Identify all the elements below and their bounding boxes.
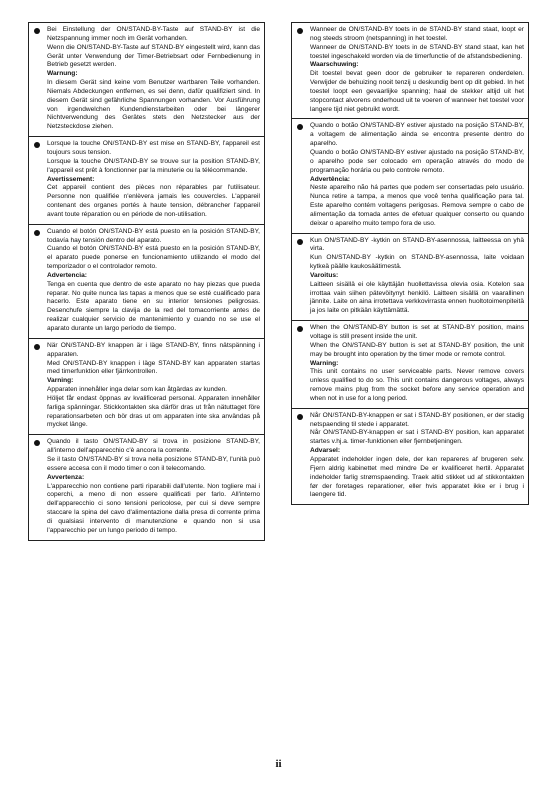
notice-intro: Når ON/STAND-BY-knappen er sat i STAND-BY positionen, er der stadig netspaending til stede i apparatet. Når ON/STAND-BY-knappen er sat i STAND-BY position, kan apparatet startes v.hj.a. timer-funktionen eller fjernbetjeningen. <box>310 411 524 446</box>
bullet-icon <box>297 28 303 34</box>
warning-heading: Advertência: <box>310 175 350 183</box>
warning-heading: Advertencia: <box>47 271 87 279</box>
notice-fr <box>28 136 265 224</box>
notice-nl <box>291 22 529 118</box>
notice-intro: Quando il tasto ON/STAND-BY si trova in posizione STAND-BY, all'interno dell'apparecchio c'è ancora la corrente. Se il tasto ON/STAND-BY si trova nella posizione STAND-BY, l'unità può essere accesa con il modo timer o con il telecomando. <box>47 438 260 472</box>
bullet-icon <box>34 344 40 350</box>
bullet-icon <box>34 440 40 446</box>
notice-es <box>28 224 265 338</box>
notice-intro: When the ON/STAND-BY button is set at STAND-BY position, mains voltage is still present inside the unit. When the ON/STAND-BY button is set at STAND-BY position, the unit may be brought into operation by the timer mode or remote control. <box>310 324 524 358</box>
left-column <box>28 22 265 541</box>
warning-text: L'apparecchio non contiene parti riparabili dall'utente. Non togliere mai i coperchi, a meno di non essere qualificati per farlo. All'interno dell'apparecchio ci sono tensioni pericolose, per cui si deve sempre staccare la spina del cavo d'alimentazione dalla presa di corrente prima di qualsiasi intervento di manutenzione e quando non si usa l'apparecchio per un lungo periodo di tempo. <box>47 482 260 534</box>
warning-text: Neste aparelho não há partes que podem ser consertadas pelo usuário. Nunca retire a tampa, a menos que você tenha qualificação para tal. Este aparelho contém voltagens perigosas. Remova sempre o cabo de alimentação da tomada antes de efetuar qualquer conserto ou quando deixar o aparelho muito tempo fora de uso. <box>310 184 524 227</box>
warning-text: Apparatet indeholder ingen dele, der kan repareres af brugeren selv. Fjern aldrig kabinettet med mindre De er kvalificeret hertil. Apparatet indeholder farlig strømspaending. Traek altid stikket ud af stikkontakten før der foretages reparationer, eller hvis apparatet ikke er i brug i laengere tid. <box>310 455 524 499</box>
bullet-icon <box>34 28 40 34</box>
notice-intro: Kun ON/STAND-BY -kytkin on STAND-BY-asennossa, laitteessa on yhä virta. Kun ON/STAND-BY -kytkin on STAND-BY-asennossa, laite voidaan kytkeä päälle kaukosäätimestä. <box>310 236 524 271</box>
warning-heading: Waarschuwing: <box>310 61 359 69</box>
warning-text: Laitteen sisällä ei ole käyttäjän huollettavissa olevia osia. Kotelon saa irrottaa vain siihen pätevöitynyt henkilö. Laitteen sisällä on vaarallinen jännite. Laite on aina irrotettava verkkovirrasta ennen huoltotoimenpiteitä ja jos laite on pitkään käyttämättä. <box>310 280 524 315</box>
notice-intro: Wanneer de ON/STAND-BY toets in de STAND-BY stand staat, loopt er nog steeds stroom (netspanning) in het toestel. Wanneer de ON/STAND-BY toets in de STAND-BY stand staat, kan het toestel ingeschakeld worden via de timerfunctie of de afstandsbediening. <box>310 26 524 60</box>
notice-en <box>291 320 529 408</box>
warning-heading: Avertissement: <box>47 175 95 183</box>
notice-da <box>291 408 529 505</box>
notice-pt <box>291 118 529 232</box>
warning-text: In diesem Gerät sind keine vom Benutzer wartbaren Teile vorhanden. Niemals Abdeckungen entfernen, es sei denn, dafür qualifiziert sind. In diesem Gerät sind gefährliche Spannungen vorhanden. Vor Ausführung von irgendwelchen Kundendienstarbeiten oder bei längerer Nichtverwendung des Gerätes stets den Netzstecker aus der Netzsteckdose ziehen. <box>47 79 260 131</box>
bullet-icon <box>297 124 303 130</box>
warning-heading: Warning: <box>310 359 339 367</box>
warning-text: Cet appareil contient des pièces non réparables par l'utilisateur. Personne non qualifiée n'enlèvera jamais les couvercles. L'appareil contenant des organes portés à haute tension, débrancher l'appareil avant toute réparation ou en période de non-utilisation. <box>47 184 260 218</box>
page-number: ii <box>275 758 282 770</box>
bullet-icon <box>297 326 303 332</box>
warning-text: Tenga en cuenta que dentro de este aparato no hay piezas que pueda reparar. No quite nunca las tapas a menos que se esté cualificado para hacerlo. Este aparato tiene en su interior tensiones peligrosas. Desenchufe siempre la clavija de la red del tomacorriente antes de realizar cualquier servicio de mantenimiento y cuando no se use el aparato durante un largo período de tiempo. <box>47 280 260 332</box>
notice-intro: Bei Einstellung der ON/STAND-BY-Taste auf STAND-BY ist die Netzspannung immer noch im Gerät vorhanden. Wenn die ON/STAND-BY-Taste auf STAND-BY eingestellt wird, kann das Gerät unter Verwendung der Timer-Betriebsart oder Fernbedienung in Betrieb gesetzt werden. <box>47 26 260 69</box>
bullet-icon <box>297 239 303 245</box>
notice-intro: När ON/STAND-BY knappen är i läge STAND-BY, finns nätspänning i apparaten. Med ON/STAND-BY knappen i läge STAND-BY kan apparaten startas med timerfunktion eller fjärrkontrollen. <box>47 341 260 376</box>
bullet-icon <box>34 142 40 148</box>
warning-heading: Warnung: <box>47 70 78 78</box>
warning-heading: Advarsel: <box>310 447 341 455</box>
notice-de <box>28 22 265 136</box>
notice-fi <box>291 233 529 321</box>
warning-text: This unit contains no user serviceable parts. Never remove covers unless qualified to do so. This unit contains dangerous voltages, always remove mains plug from the socket before any service operation and when not in use for a long period. <box>310 368 524 402</box>
warning-heading: Varoitus: <box>310 271 339 279</box>
warning-text: Apparaten innehåller inga delar som kan åtgärdas av kunden. Höljet får endast öppnas av kvalificerad personal. Apparaten innehåller farliga spänningar. Stickkontakten ska därför dras ut från nätuttaget före reparationsarbeten och bör dras ut om apparaten inte ska användas på mycket länge. <box>47 386 260 429</box>
notice-intro: Quando o botão ON/STAND-BY estiver ajustado na posição STAND-BY, a voltagem de alimentação ainda se encontra presente dentro do aparelho. Quando o botão ON/STAND-BY estiver ajustado na posição STAND-BY, o aparelho pode ser colocado em operação através do modo de programação horária ou pelo controle remoto. <box>310 122 524 174</box>
notice-it <box>28 434 265 540</box>
notice-sv <box>28 338 265 434</box>
notice-intro: Lorsque la touche ON/STAND-BY est mise en STAND-BY, l'appareil est toujours sous tension. Lorsque la touche ON/STAND-BY se trouve sur la position STAND-BY, l'appareil est prêt à fonctionner par la minuterie ou la télécommande. <box>47 140 260 174</box>
right-column <box>291 22 529 505</box>
warning-text: Dit toestel bevat geen door de gebruiker te repareren onderdelen. Verwijder de behuizing nooit tenzij u deskundig bent op dit gebied. In het toestel loopt een gevaarlijke spanning; haal de stekker altijd uit het stopcontact alvorens onderhoud uit te voeren of wanneer het toestel voor langere tijd niet gebruikt wordt. <box>310 70 524 113</box>
bullet-icon <box>34 230 40 236</box>
warning-heading: Avvertenza: <box>47 473 85 481</box>
warning-heading: Varning: <box>47 377 74 385</box>
notice-intro: Cuando el botón ON/STAND-BY está puesto en la posición STAND-BY, todavía hay tensión dentro del aparato. Cuando el botón ON/STAND-BY está puesto en la posición STAND-BY, el aparato puede ponerse en funcionamiento utilizando el modo del temporizador o el controlador remoto. <box>47 227 260 271</box>
bullet-icon <box>297 414 303 420</box>
